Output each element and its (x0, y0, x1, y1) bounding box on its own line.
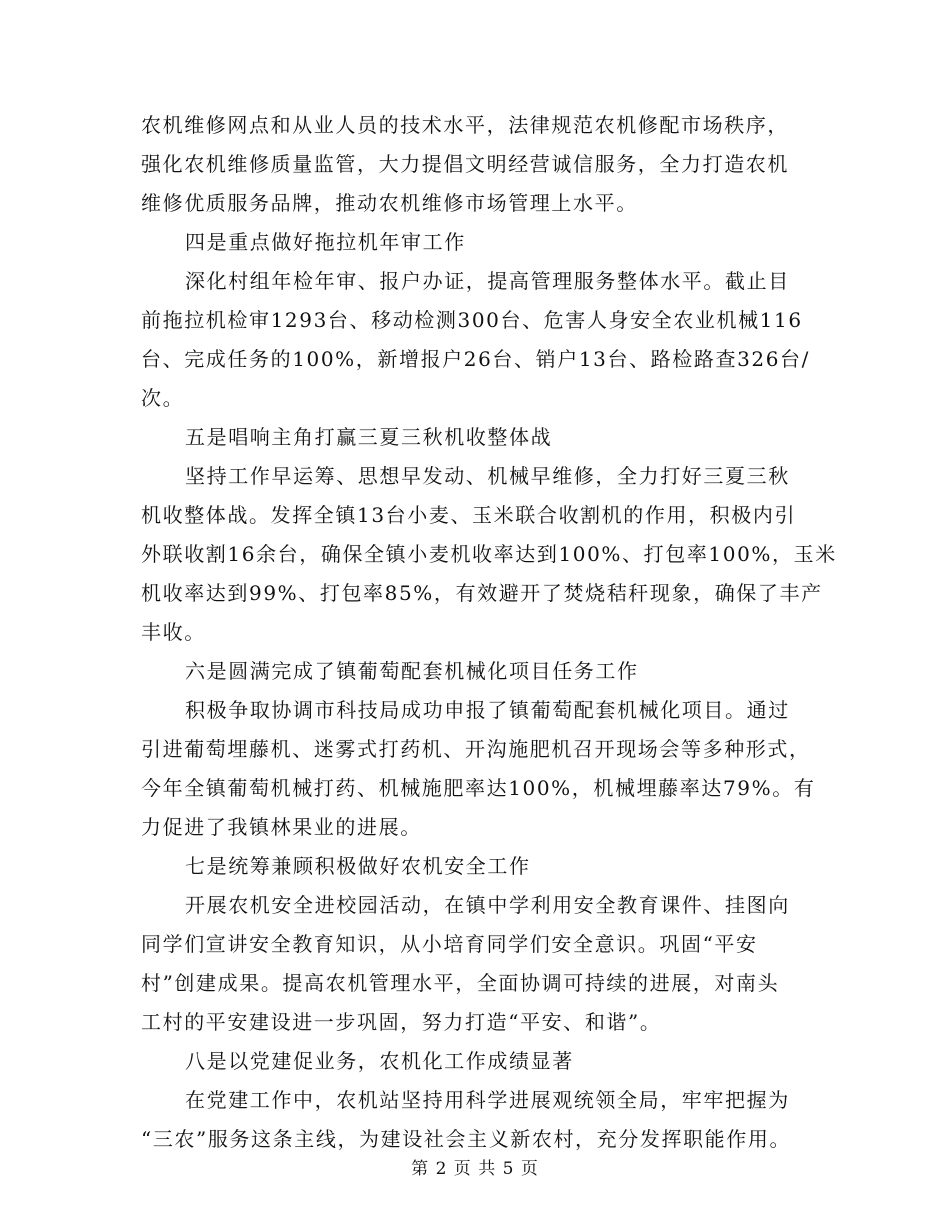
body-text (141, 106, 837, 1159)
text-line: 村”创建成果。提高农机管理水平，全面协调可持续的进展，对南头 (141, 971, 780, 995)
text-line: 农机维修网点和从业人员的技术水平，法律规范农机修配市场秩序， (141, 113, 789, 137)
text-line: 维修优质服务品牌，推动农机维修市场管理上水平。 (141, 191, 638, 215)
section-heading: 七是统筹兼顾积极做好农机安全工作 (185, 854, 531, 878)
text-line: 在党建工作中，农机站坚持用科学进展观统领全局，牢牢把握为 (185, 1088, 790, 1112)
text-line: 机收率达到99%、打包率85%，有效避开了焚烧秸秆现象，确保了丰产 (141, 581, 823, 605)
text-line: 今年全镇葡萄机械打药、机械施肥率达100%，机械埋藤率达79%。有 (141, 776, 816, 800)
text-line: 坚持工作早运筹、思想早发动、机械早维修，全力打好三夏三秋 (185, 464, 790, 488)
text-line: 丰收。 (141, 620, 206, 644)
text-line: 开展农机安全进校园活动，在镇中学利用安全教育课件、挂图向 (185, 893, 790, 917)
text-line: “三农”服务这条主线，为建设社会主义新农村，充分发挥职能作用。 (141, 1127, 792, 1151)
text-line: 前拖拉机检审1293台、移动检测300台、危害人身安全农业机械116 (141, 308, 803, 332)
text-line: 次。 (141, 386, 185, 410)
text-line: 积极争取协调市科技局成功申报了镇葡萄配套机械化项目。通过 (185, 698, 790, 722)
text-line: 力促进了我镇林果业的进展。 (141, 815, 422, 839)
section-heading: 四是重点做好拖拉机年审工作 (185, 230, 466, 254)
text-line: 机收整体战。发挥全镇13台小麦、玉米联合收割机的作用，积极内引 (141, 503, 797, 527)
section-heading: 六是圆满完成了镇葡萄配套机械化项目任务工作 (185, 659, 639, 683)
section-heading: 五是唱响主角打赢三夏三秋机收整体战 (185, 425, 553, 449)
text-line: 外联收割16余台，确保全镇小麦机收率达到100%、打包率100%，玉米 (141, 542, 837, 566)
text-line: 强化农机维修质量监管，大力提倡文明经营诚信服务，全力打造农机 (141, 152, 789, 176)
page-footer: 第 2 页 共 5 页 (411, 1159, 539, 1179)
text-line: 工村的平安建设进一步巩固，努力打造“平安、和谐”。 (141, 1010, 662, 1034)
text-line: 同学们宣讲安全教育知识，从小培育同学们安全意识。巩固“平安 (141, 932, 758, 956)
text-line: 深化村组年检年审、报户办证，提高管理服务整体水平。截止目 (185, 269, 790, 293)
section-heading: 八是以党建促业务，农机化工作成绩显著 (185, 1049, 574, 1073)
text-line: 台、完成任务的100%，新增报户26台、销户13台、路检路查326台/ (141, 347, 810, 371)
text-line: 引进葡萄埋藤机、迷雾式打药机、开沟施肥机召开现场会等多种形式， (141, 737, 811, 761)
